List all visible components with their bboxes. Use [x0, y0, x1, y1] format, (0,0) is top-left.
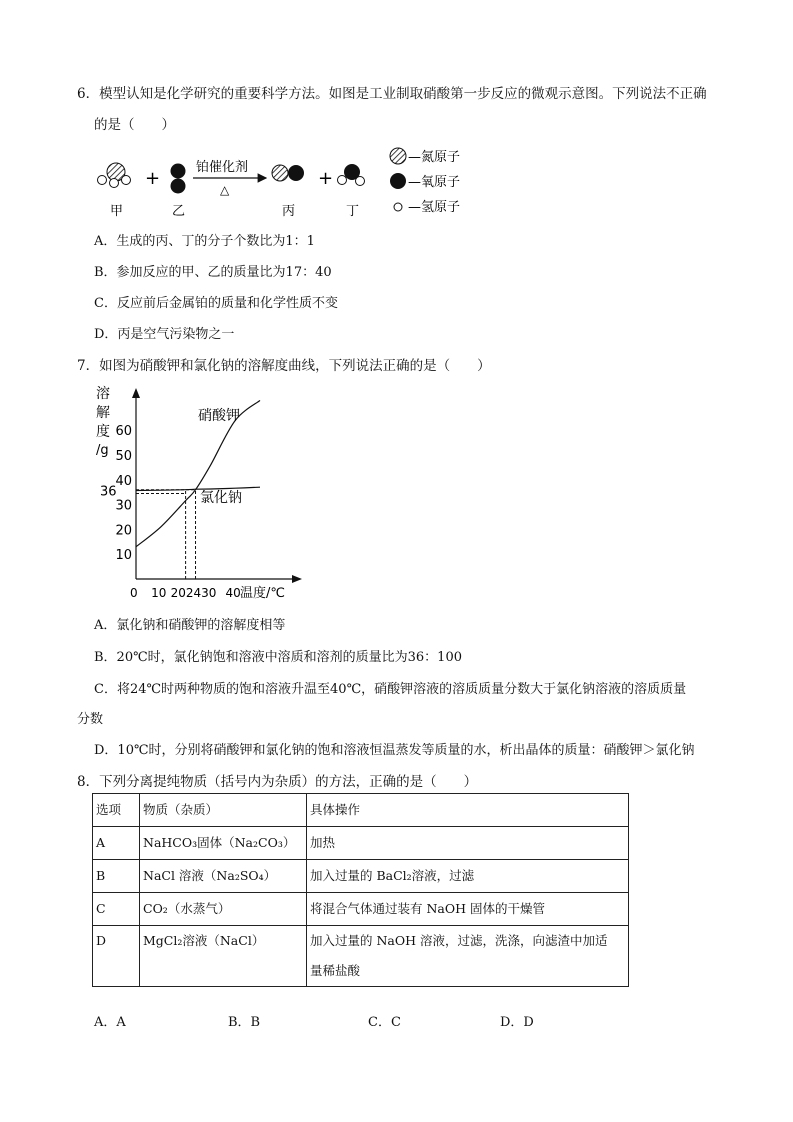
q6-stem-line1: 6．模型认知是化学研究的重要科学方法。如图是工业制取硝酸第一步反应的微观示意图。下列说法不正确 — [77, 86, 707, 102]
q6-stem-line2: 的是（ ） — [94, 117, 175, 133]
y-label-char-3: 度 — [96, 424, 110, 440]
molecule-bing-no — [272, 165, 304, 181]
catalyst-label: 铂催化剂 — [196, 160, 249, 175]
legend-nitrogen: —氮原子 — [408, 150, 461, 165]
legend-hydrogen: —氢原子 — [408, 200, 461, 215]
q6-option-d: D．丙是空气污染物之一 — [94, 327, 235, 342]
label-jia: 甲 — [110, 204, 124, 219]
separation-table — [92, 793, 629, 987]
legend — [390, 148, 460, 215]
row-c-operation: 将混合气体通过装有 NaOH 固体的干燥管 — [307, 893, 629, 926]
y-label-char-1: 溶 — [96, 386, 110, 402]
plus-sign-2: + — [318, 168, 334, 189]
x-tick-label-40: 40 — [225, 586, 241, 600]
series-label-nacl: 氯化钠 — [200, 490, 242, 506]
y-tick-label: 40 — [115, 473, 132, 489]
q7-option-b: B．20℃时，氯化钠饱和溶液中溶质和溶剂的质量比为36：100 — [94, 650, 462, 665]
row-b-option: B — [93, 860, 140, 893]
q8-answer-d: D．D — [500, 1015, 534, 1030]
y-axis-arrow — [132, 388, 140, 398]
row-c-option: C — [93, 893, 140, 926]
x-origin-label: 0 — [130, 586, 138, 600]
table-header-row — [93, 794, 629, 827]
heat-symbol: △ — [220, 183, 230, 197]
q7-option-d: D．10℃时，分别将硝酸钾和氯化钠的饱和溶液恒温蒸发等质量的水，析出晶体的质量：硝酸钾＞氯化钠 — [94, 743, 695, 758]
row-d-substance: MgCl₂溶液（NaCl） — [140, 926, 307, 987]
molecule-ding-h2o — [338, 164, 365, 186]
q8-answer-c: C．C — [368, 1015, 401, 1030]
label-ding: 丁 — [346, 204, 360, 219]
q8-answer-a: A．A — [94, 1015, 126, 1030]
q7-stem: 7．如图为硝酸钾和氯化钠的溶解度曲线，下列说法正确的是（ ） — [77, 358, 491, 374]
legend-oxygen: —氧原子 — [408, 175, 461, 190]
x-axis-title: 温度/℃ — [240, 586, 285, 601]
q6-option-c: C．反应前后金属铂的质量和化学性质不变 — [94, 296, 338, 311]
q8-stem: 8．下列分离提纯物质（括号内为杂质）的方法，正确的是（ ） — [77, 774, 478, 790]
y-label-char-4: /g — [96, 443, 109, 458]
x-tick-label-10: 10 — [151, 586, 167, 600]
row-a-operation: 加热 — [307, 827, 629, 860]
row-d-option: D — [93, 926, 140, 987]
q8-answer-b: B．B — [228, 1015, 261, 1030]
x-axis-arrow — [292, 575, 302, 583]
y-label-char-2: 解 — [96, 405, 110, 421]
label-yi: 乙 — [172, 204, 186, 219]
row-b-operation: 加入过量的 BaCl₂溶液，过滤 — [307, 860, 629, 893]
solubility-chart — [88, 378, 318, 606]
q6-option-a: A．生成的丙、丁的分子个数比为1：1 — [94, 234, 315, 249]
row-d-operation-line2: 量稀盐酸 — [310, 963, 361, 978]
row-d-operation — [307, 926, 629, 987]
series-label-kno3: 硝酸钾 — [198, 408, 240, 424]
row-a-substance: NaHCO₃固体（Na₂CO₃） — [140, 827, 307, 860]
row-b-substance: NaCl 溶液（Na₂SO₄） — [140, 860, 307, 893]
header-operation: 具体操作 — [307, 794, 629, 827]
y-tick-label: 50 — [115, 449, 132, 464]
y-marker-label: 36 — [100, 484, 117, 500]
y-tick-label: 20 — [115, 523, 132, 539]
y-tick-label: 60 — [115, 424, 132, 440]
table-row — [93, 926, 629, 987]
row-d-operation-line1: 加入过量的 NaOH 溶液，过滤，洗涤，向滤渣中加适 — [310, 933, 608, 948]
table-row — [93, 860, 629, 893]
q7-option-c-line2: 分数 — [77, 712, 104, 727]
q7-option-c-line1: C．将24℃时两种物质的饱和溶液升温至40℃，硝酸钾溶液的溶质质量分数大于氯化钠溶液的溶质质量 — [94, 682, 687, 697]
table-row — [93, 827, 629, 860]
x-tick-label-20-24-30: 202430 — [170, 586, 217, 600]
header-option: 选项 — [93, 794, 140, 827]
plus-sign-1: + — [145, 168, 161, 189]
q7-option-a: A．氯化钠和硝酸钾的溶解度相等 — [94, 618, 286, 633]
row-a-option: A — [93, 827, 140, 860]
row-c-substance: CO₂（水蒸气） — [140, 893, 307, 926]
y-tick-label: 30 — [115, 498, 132, 514]
header-substance: 物质（杂质） — [140, 794, 307, 827]
molecule-jia-nh3 — [98, 163, 131, 188]
chart-labels — [96, 385, 285, 601]
reaction-diagram — [90, 140, 490, 224]
molecule-yi-o2 — [171, 164, 186, 194]
label-bing: 丙 — [282, 204, 296, 219]
table-row — [93, 893, 629, 926]
q6-option-b: B．参加反应的甲、乙的质量比为17：40 — [94, 265, 332, 280]
y-tick-label: 10 — [115, 548, 132, 564]
